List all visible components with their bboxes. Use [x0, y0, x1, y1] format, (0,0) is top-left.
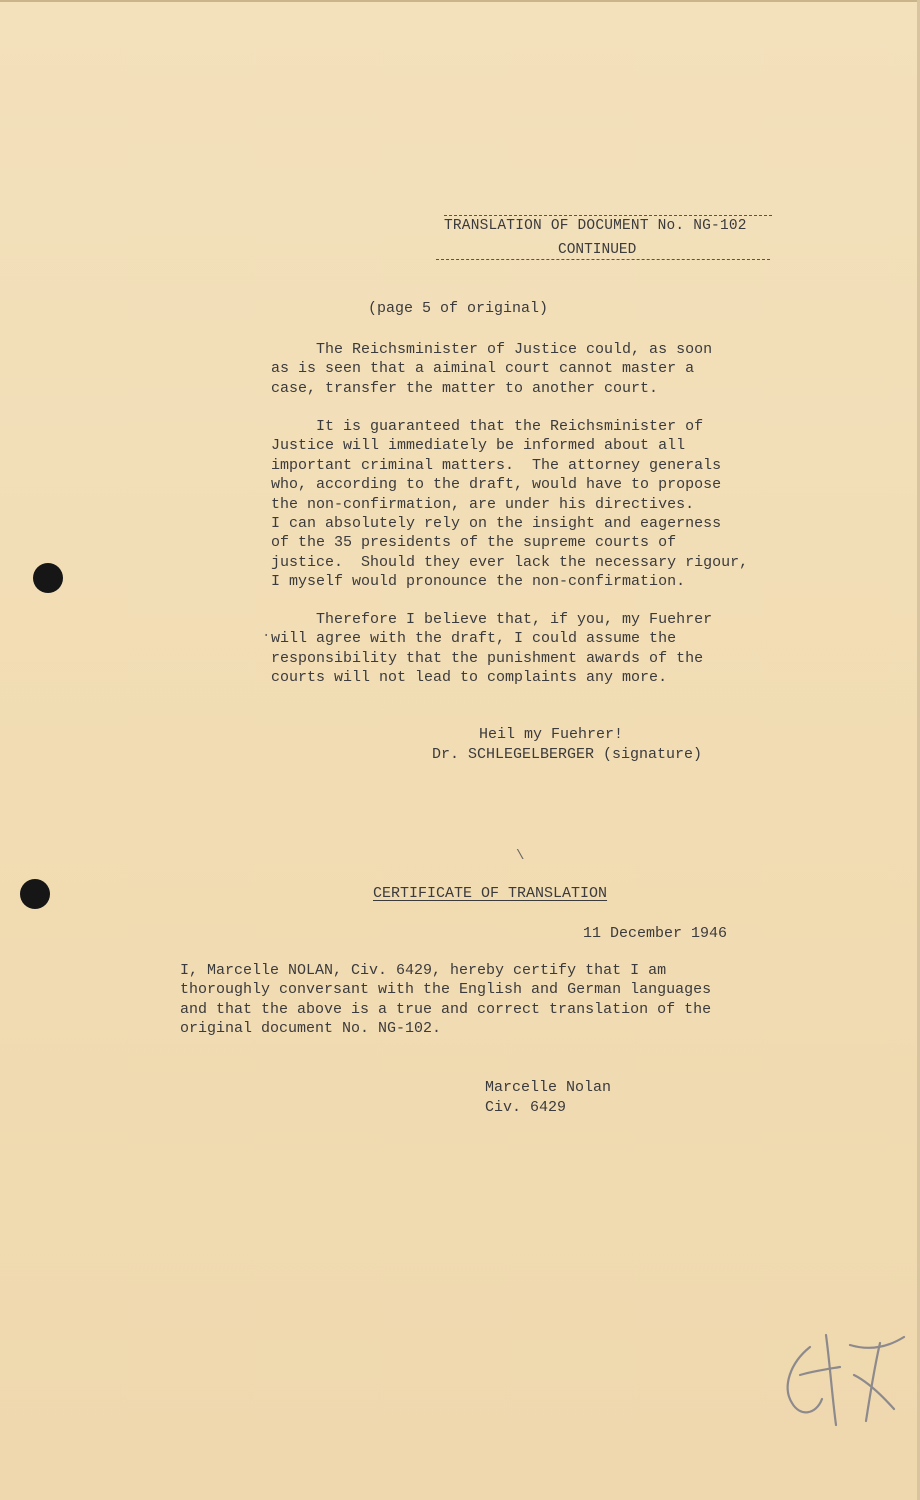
stray-mark: · [262, 628, 271, 644]
certificate-date: 11 December 1946 [583, 925, 728, 942]
signer-name: Marcelle Nolan [485, 1079, 612, 1096]
page-reference: (page 5 of original) [368, 300, 549, 317]
certificate-title: CERTIFICATE OF TRANSLATION [373, 885, 608, 902]
page-edge-top [0, 0, 920, 2]
handwritten-page-number-mark [770, 1325, 910, 1435]
paragraph-3: Therefore I believe that, if you, my Fuehrer will agree with the draft, I could assume the responsibility that the punishment awards of the courts will not lead to complaints any more. [271, 611, 713, 687]
document-subtitle: CONTINUED [558, 242, 637, 258]
document-title: TRANSLATION OF DOCUMENT No. NG-102 [444, 218, 747, 234]
paragraph-1: The Reichsminister of Justice could, as soon as is seen that a aiminal court cannot master a case, transfer the matter to another court. [271, 341, 713, 397]
stray-mark-2: \ [516, 848, 525, 864]
certificate-body: I, Marcelle NOLAN, Civ. 6429, hereby certify that I am thoroughly conversant with the English and German languages and that the above is a true and correct translation of the original document No. NG-102. [180, 962, 712, 1038]
header-rule-top [444, 215, 772, 216]
closing-salutation: Heil my Fuehrer! [479, 726, 624, 743]
paragraph-2: It is guaranteed that the Reichsminister of Justice will immediately be informed about all important criminal matters. The attorney generals who, according to the draft, would have to propose the non-confirmation, are under his directives. I can absolutely rely on the insight and eagerness of the 35 presidents of the supreme courts of justice. Should they ever lack the necessary rigour, I myself would pronounce the non-confirmation. [271, 418, 749, 591]
punch-hole-top [33, 563, 63, 593]
signer-id: Civ. 6429 [485, 1099, 567, 1116]
header-rule-bottom [436, 259, 770, 260]
punch-hole-bottom [20, 879, 50, 909]
closing-signature: Dr. SCHLEGELBERGER (signature) [432, 746, 703, 763]
